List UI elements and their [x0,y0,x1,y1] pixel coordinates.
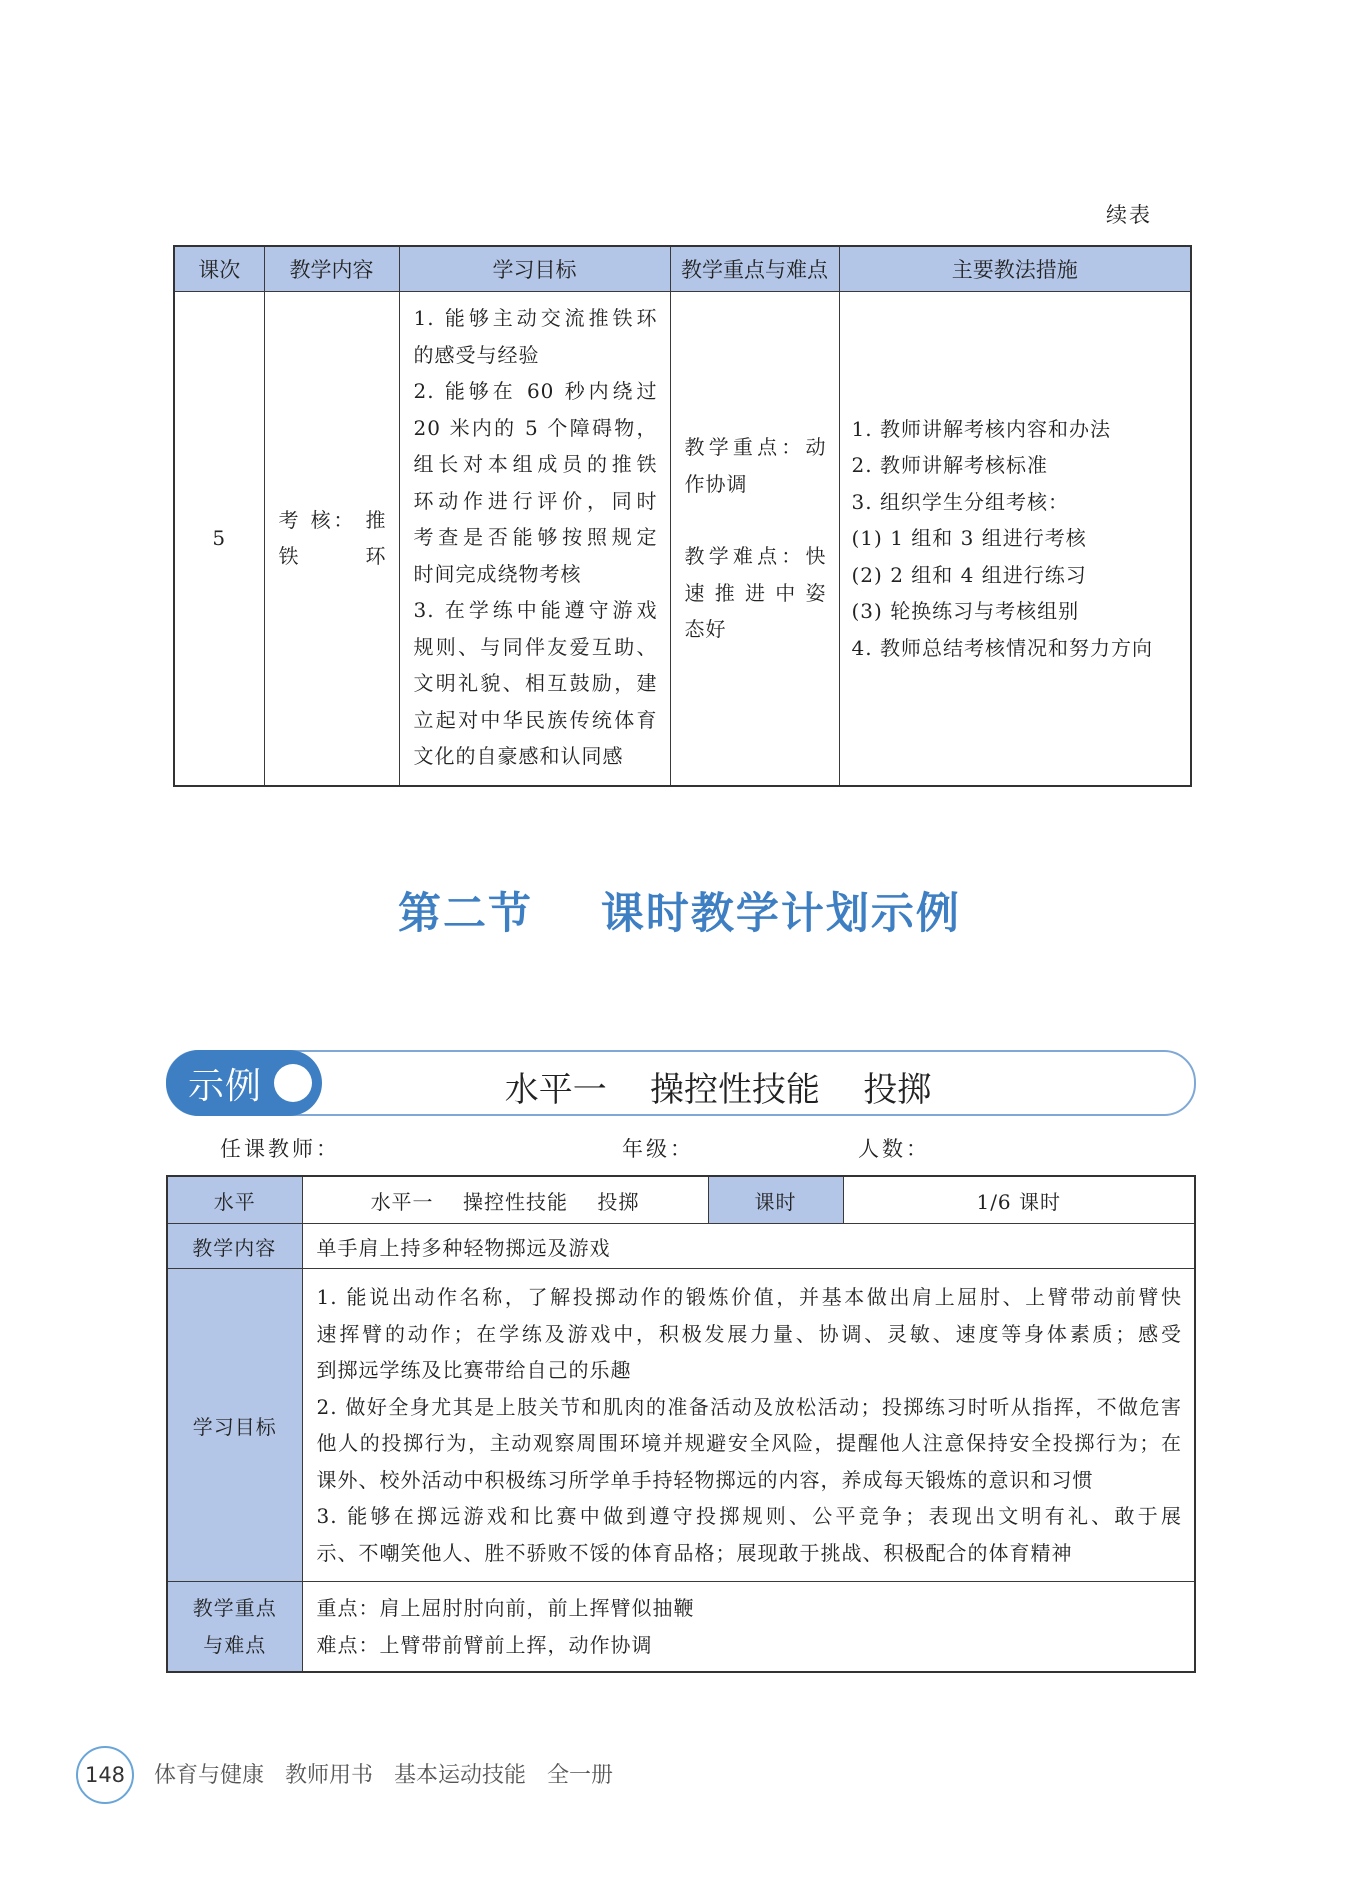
content-value: 单手肩上持多种轻物掷远及游戏 [302,1224,1195,1269]
method-line: (3) 轮换练习与考核组别 [851,599,1080,623]
key-line: 教学难点：快 [684,544,827,568]
method-line: 2. 教师讲解考核标准 [851,453,1048,477]
method-line: 4. 教师总结考核情况和努力方向 [851,635,1153,660]
lesson-number: 5 [174,292,264,786]
example-banner [166,1050,1196,1116]
key-line: 作协调 [684,471,748,496]
hours-label: 课时 [708,1176,843,1224]
method-line: (1) 1 组和 3 组进行考核 [851,526,1087,550]
goal-line: 3. 能够在掷远游戏和比赛中做到遵守投掷规则、公平竞争；表现出文明有礼、敢于展 [316,1504,1182,1528]
goal-line: 2. 做好全身尤其是上肢关节和肌肉的准备活动及放松活动；投掷练习时听从指挥，不做危害 [316,1394,1182,1419]
goals-label: 学习目标 [167,1269,302,1582]
content-label: 教学内容 [167,1224,302,1269]
goal-line: 文化的自豪感和认同感 [413,744,624,768]
lesson-methods [839,292,1191,786]
goal-line: 2. 能够在 60 秒内绕过 [413,379,658,403]
key-line: 重点：肩上屈肘肘向前，前上挥臂似抽鞭 [316,1596,695,1620]
key-line: 难点：上臂带前臂前上挥，动作协调 [316,1632,653,1657]
goal-line: 时间完成绕物考核 [413,561,582,586]
lesson-plan-table [173,245,1192,787]
lesson-content [264,292,399,786]
class-plan-table [166,1175,1196,1673]
header-content: 教学内容 [264,246,399,292]
goals-value [302,1269,1195,1582]
section-title: 第二节 课时教学计划示例 [398,889,961,939]
goal-line: 立起对中华民族传统体育 [413,707,658,732]
content-line: 铁环 [278,544,387,569]
circle-icon [274,1064,312,1102]
table-header-row [174,246,1191,292]
grade-label: 年级： [622,1137,694,1161]
key-points-value [302,1582,1195,1673]
goal-line: 20 米内的 5 个障碍物， [413,415,658,440]
goal-line: 规则、与同伴友爱互助、 [413,634,658,659]
header-goals: 学习目标 [399,246,670,292]
goal-line: 考查是否能够按照规定 [413,525,658,549]
key-label-line: 与难点 [203,1632,267,1657]
lesson-goals [399,292,670,786]
key-line: 态好 [684,617,727,641]
goal-line: 到掷远学练及比赛带给自己的乐趣 [316,1358,632,1382]
goal-line: 1. 能够主动交流推铁环 [413,306,658,330]
table-row [174,292,1191,786]
key-line: 速推进中姿 [684,580,827,605]
count-label: 人数： [858,1137,930,1161]
key-line: 教学重点：动 [684,435,827,459]
goal-line: 他人的投掷行为，主动观察周围环境并规避安全风险，提醒他人注意保持安全投掷行为；在 [316,1431,1182,1455]
goal-line: 示、不嘲笑他人、胜不骄败不馁的体育品格；展现敢于挑战、积极配合的体育精神 [316,1540,1073,1565]
example-title: 水平一 操控性技能 投掷 [504,1070,932,1110]
method-line: (2) 2 组和 4 组进行练习 [851,562,1087,587]
goal-line: 1. 能说出动作名称，了解投掷动作的锻炼价值，并基本做出肩上屈肘、上臂带动前臂快 [316,1285,1182,1309]
table-row [167,1224,1195,1269]
header-lesson: 课次 [174,246,264,292]
header-key-points: 教学重点与难点 [670,246,839,292]
goal-line: 课外、校外活动中积极练习所学单手持轻物掷远的内容，养成每天锻炼的意识和习惯 [316,1467,1094,1492]
teacher-label: 任课教师： [220,1137,340,1161]
method-line: 1. 教师讲解考核内容和办法 [851,416,1111,441]
goal-line: 组长对本组成员的推铁 [413,452,658,476]
lesson-key-points [670,292,839,786]
goal-line: 文明礼貌、相互鼓励，建 [413,671,658,695]
table-row [167,1176,1195,1224]
content-line: 考 核： 推 [278,507,387,532]
goal-line: 3. 在学练中能遵守游戏 [413,598,658,622]
key-points-label [167,1582,302,1673]
example-badge [166,1050,322,1116]
goal-line: 环动作进行评价，同时 [413,488,658,513]
hours-value: 1/6 课时 [843,1176,1195,1224]
book-title: 体育与健康 教师用书 基本运动技能 全一册 [154,1763,613,1788]
level-value: 水平一 操控性技能 投掷 [302,1176,708,1224]
goal-line: 的感受与经验 [413,342,540,367]
header-methods: 主要教法措施 [839,246,1191,292]
goal-line: 速挥臂的动作；在学练及游戏中，积极发展力量、协调、灵敏、速度等身体素质；感受 [316,1321,1182,1346]
example-badge-label: 示例 [188,1066,263,1107]
method-line: 3. 组织学生分组考核： [851,489,1069,514]
table-row [167,1582,1195,1673]
key-label-line: 教学重点 [192,1596,277,1620]
page-number: 148 [76,1746,134,1804]
continued-label: 续表 [1106,203,1152,227]
table-row [167,1269,1195,1582]
level-label: 水平 [167,1176,302,1224]
